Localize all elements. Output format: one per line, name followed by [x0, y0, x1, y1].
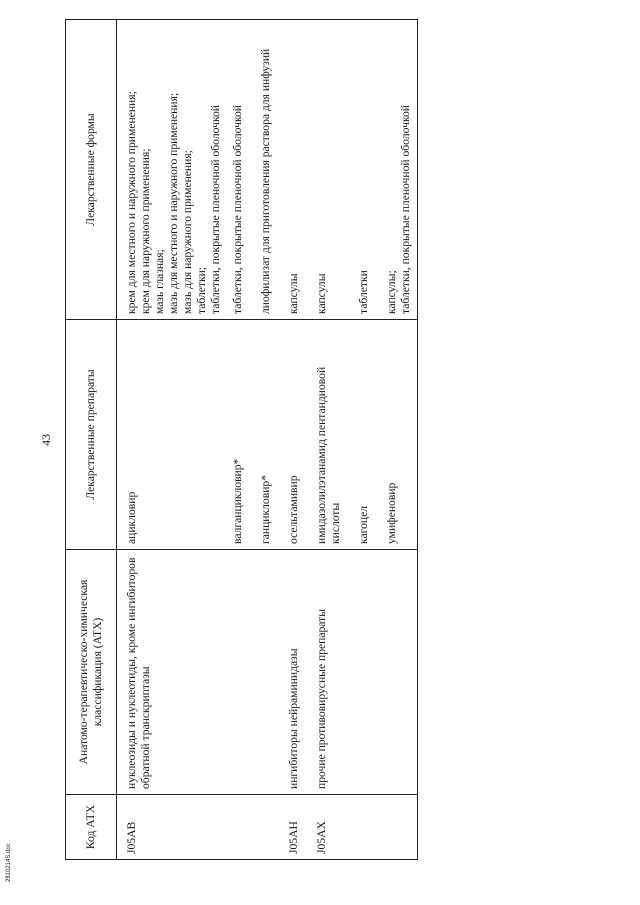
drug-cell: умифеновир — [375, 320, 418, 550]
forms-cell — [249, 20, 277, 320]
header-classification: Анатомо-терапевтическо-химическая классификация (АТХ) — [66, 550, 117, 795]
drug-cell: ганцикловир* — [249, 320, 277, 550]
code-cell: J05AB — [117, 795, 228, 860]
table-row — [375, 20, 418, 860]
forms-cell — [305, 20, 347, 320]
table-header-row — [66, 20, 117, 860]
header-drugs: Лекарственные препараты — [66, 320, 117, 550]
code-cell: J05AH — [277, 795, 305, 860]
drug-cell: осельтамивир — [277, 320, 305, 550]
forms-cell — [347, 20, 375, 320]
classification-cell: ингибиторы нейраминидазы — [277, 550, 305, 795]
table-row — [227, 20, 249, 860]
drug-cell: имидазолилэтанамид пентандиовой кислоты — [305, 320, 347, 550]
classification-cell: нуклеозиды и нуклеотиды, кроме ингибиторов обратной транскриптазы — [117, 550, 228, 795]
classification-cell — [347, 550, 375, 795]
forms-cell — [227, 20, 249, 320]
code-cell — [227, 795, 249, 860]
table-row — [249, 20, 277, 860]
header-code: Код АТХ — [66, 795, 117, 860]
classification-cell: прочие противовирусные препараты — [305, 550, 347, 795]
forms-cell — [277, 20, 305, 320]
table-row — [117, 20, 228, 860]
classification-cell — [227, 550, 249, 795]
form-line: крем для наружного применения; — [139, 148, 152, 314]
form-line: таблетки, покрытые пленочной оболочкой — [399, 105, 412, 314]
form-line: лиофилизат для приготовления раствора для инфузий — [259, 48, 272, 314]
form-line: таблетки; — [195, 266, 208, 314]
form-line: капсулы; — [385, 270, 398, 314]
form-line: капсулы — [315, 273, 328, 314]
forms-cell — [375, 20, 418, 320]
drug-cell: кагоцел — [347, 320, 375, 550]
table-row — [305, 20, 347, 860]
code-cell — [375, 795, 418, 860]
header-forms: Лекарственные формы — [66, 20, 117, 320]
form-line: крем для местного и наружного применения; — [125, 91, 138, 314]
code-cell — [347, 795, 375, 860]
form-line: таблетки, покрытые пленочной оболочкой — [209, 105, 222, 314]
drug-table — [65, 19, 418, 860]
code-cell — [249, 795, 277, 860]
classification-cell — [249, 550, 277, 795]
rotated-page — [39, 20, 535, 860]
table-row — [347, 20, 375, 860]
form-line: капсулы — [287, 273, 300, 314]
drug-cell: валганцикловир* — [227, 320, 249, 550]
classification-cell — [375, 550, 418, 795]
form-line: таблетки — [357, 270, 370, 314]
table-row — [277, 20, 305, 860]
form-line: мазь для наружного применения; — [181, 150, 194, 314]
drug-cell: ацикловир — [117, 320, 228, 550]
form-line: таблетки, покрытые пленочной оболочкой — [231, 105, 244, 314]
page-number: 43 — [39, 434, 53, 446]
forms-cell — [117, 20, 228, 320]
code-cell: J05AX — [305, 795, 347, 860]
form-line: мазь для местного и наружного применения; — [167, 92, 180, 314]
footer-filename: 2810214S.doc — [6, 843, 12, 882]
form-line: мазь глазная; — [153, 249, 166, 314]
table-body — [117, 20, 418, 860]
